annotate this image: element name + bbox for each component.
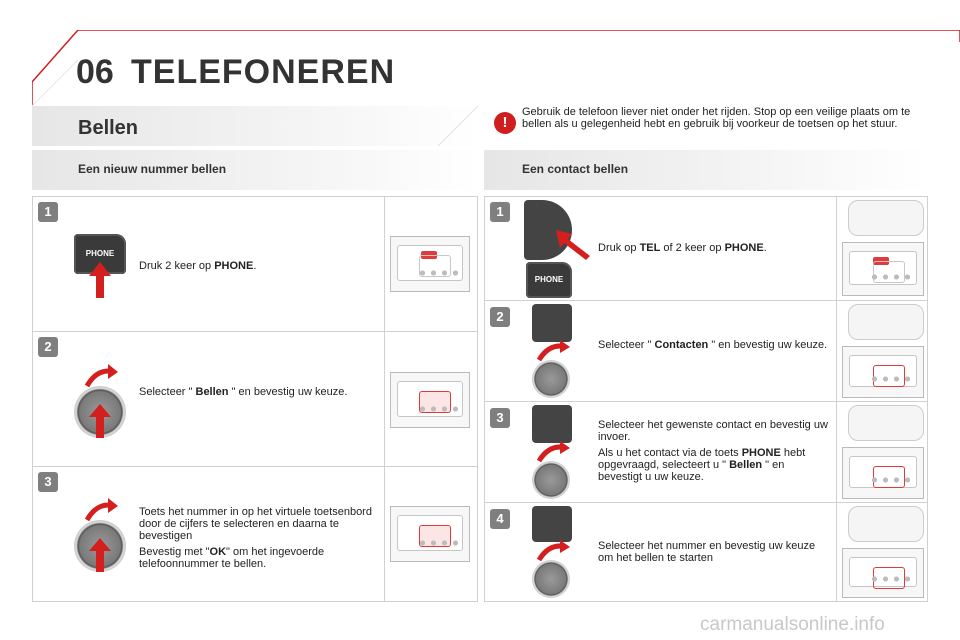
step-text: Selecteer het nummer en bevestig uw keuze om het bellen te starten — [598, 540, 816, 564]
row-divider — [484, 502, 928, 503]
knob-icon — [532, 560, 570, 598]
chapter-number: 06 — [76, 53, 114, 91]
section-title: Bellen — [78, 117, 139, 139]
radio-unit-image — [390, 506, 470, 562]
thumb-wheel-icon — [532, 506, 572, 542]
exclamation-icon: ! — [494, 112, 516, 134]
step-number: 1 — [490, 202, 510, 222]
phone-key-icon: PHONE — [526, 262, 572, 298]
step-number: 3 — [490, 408, 510, 428]
rotate-arrow-icon — [84, 364, 118, 388]
step-text: Druk op TEL of 2 keer op PHONE. — [598, 242, 767, 254]
up-arrow-icon — [89, 404, 111, 438]
radio-unit-image — [842, 242, 924, 296]
rotate-arrow-icon — [84, 498, 118, 522]
page-title: TELEFONEREN — [131, 53, 396, 91]
step-text: Selecteer het gewenste contact en bevestig uw invoer. Als u het contact via de toets PHONE hebt opgevraagd, selecteert u " Bellen " en bevestigt u uw keuze. — [598, 419, 828, 483]
diagonal-arrow-icon — [556, 230, 590, 260]
step-number: 2 — [490, 307, 510, 327]
row-divider — [32, 466, 478, 467]
radio-unit-image — [390, 236, 470, 292]
step-number: 1 — [38, 202, 58, 222]
step-text: Selecteer " Bellen " en bevestig uw keuze. — [139, 386, 348, 398]
steering-wheel-image — [848, 405, 924, 441]
steering-wheel-image — [848, 506, 924, 542]
step-number: 2 — [38, 337, 58, 357]
radio-unit-image — [842, 447, 924, 499]
up-arrow-icon — [89, 538, 111, 572]
step-text: Druk 2 keer op PHONE. — [139, 260, 257, 272]
thumb-wheel-icon — [532, 304, 572, 342]
row-divider — [32, 331, 478, 332]
warning-text: Gebruik de telefoon liever niet onder het rijden. Stop op een veilige plaats om te bellen als u gelegenheid hebt en gebruik bij voorkeur de toetsen op het stuur. — [522, 106, 911, 130]
steering-wheel-image — [848, 304, 924, 340]
column-divider — [836, 196, 837, 602]
radio-unit-image — [842, 548, 924, 598]
thumb-wheel-icon — [532, 405, 572, 443]
up-arrow-icon — [89, 262, 111, 298]
step-text: Toets het nummer in op het virtuele toetsenbord door de cijfers te selecteren en daarna te bevestigen Bevestig met "OK" om het ingevoerde telefoonnummer te bellen. — [139, 506, 372, 570]
radio-unit-image — [390, 372, 470, 428]
row-divider — [484, 300, 928, 301]
row-divider — [484, 401, 928, 402]
rotate-arrow-icon — [536, 540, 570, 562]
left-heading: Een nieuw nummer bellen — [78, 162, 227, 176]
rotate-arrow-icon — [536, 441, 570, 463]
rotate-arrow-icon — [536, 340, 570, 362]
knob-icon — [532, 360, 570, 398]
radio-unit-image — [842, 346, 924, 398]
step-number: 3 — [38, 472, 58, 492]
column-divider — [384, 196, 385, 602]
band-corner-line — [430, 106, 482, 146]
step-text: Selecteer " Contacten " en bevestig uw keuze. — [598, 339, 828, 351]
step-number: 4 — [490, 509, 510, 529]
phone-key-icon: PHONE — [74, 234, 126, 274]
steering-wheel-image — [848, 200, 924, 236]
watermark-text: carmanualsonline.info — [700, 614, 885, 635]
knob-icon — [532, 461, 570, 499]
right-heading: Een contact bellen — [522, 162, 629, 176]
